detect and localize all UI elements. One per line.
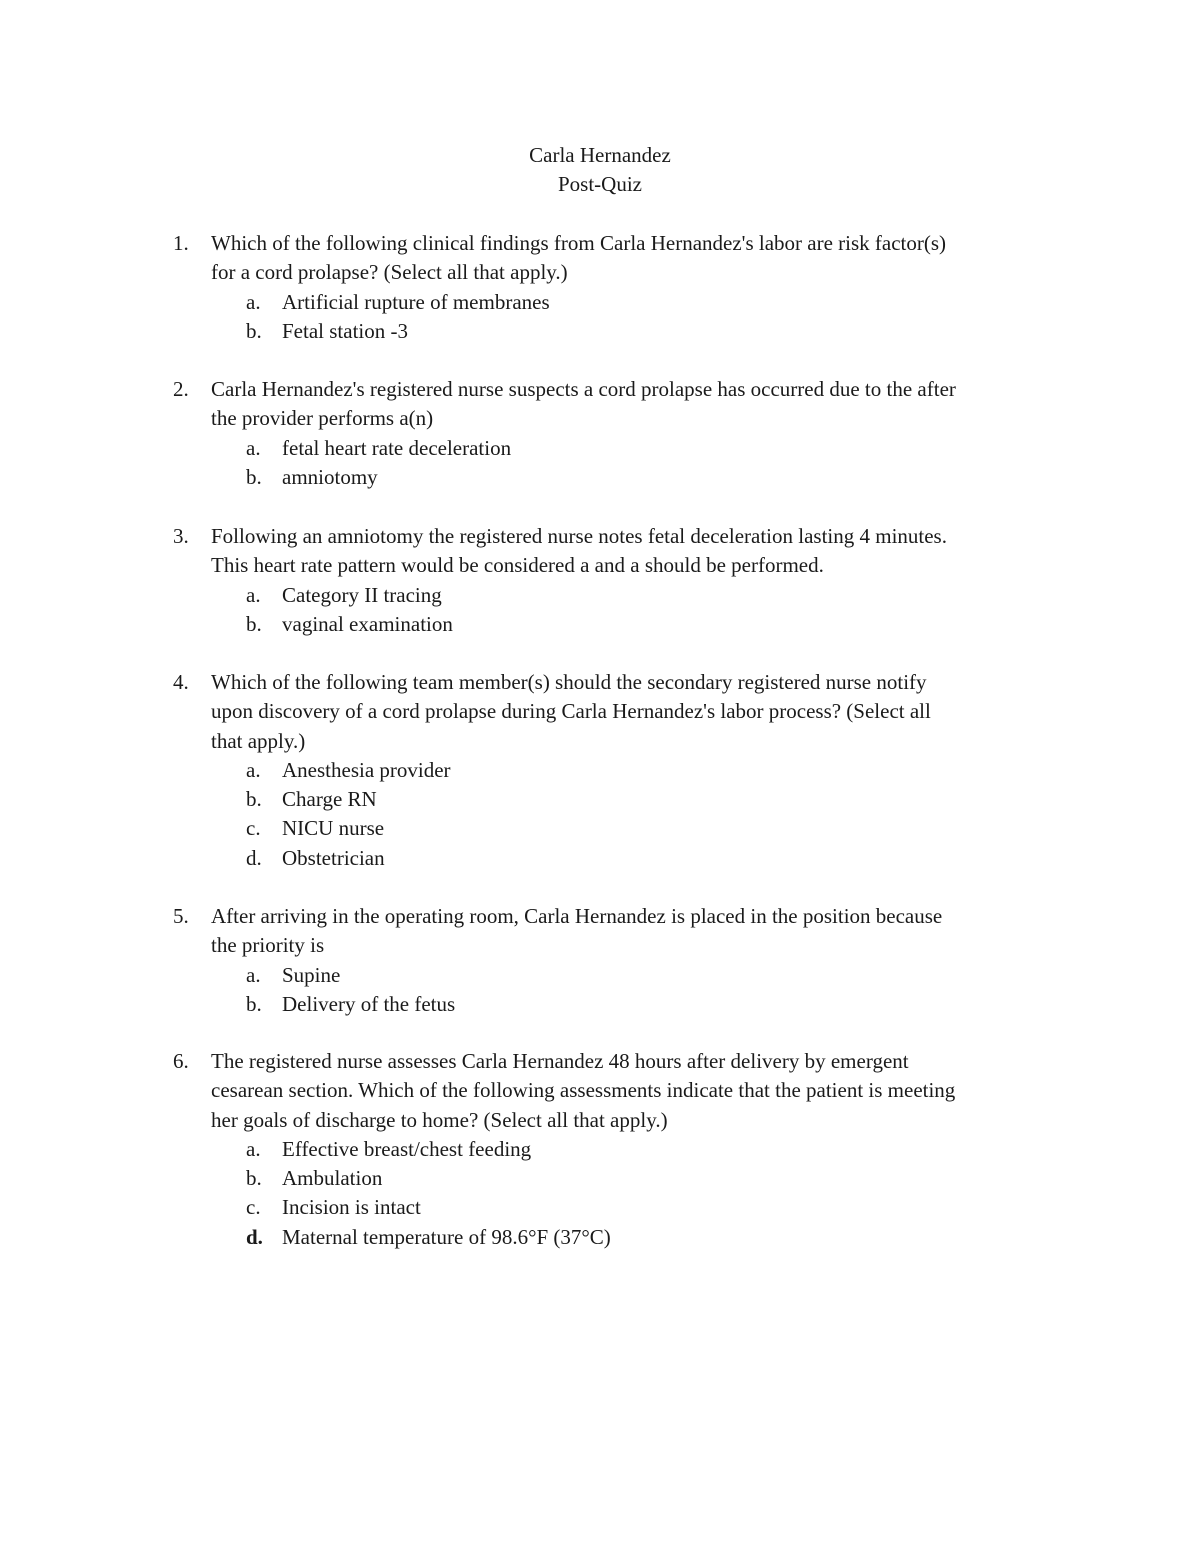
- answer-option: [0, 1135, 1200, 1164]
- document-subtitle: Post-Quiz: [558, 172, 642, 196]
- option-text: Delivery of the fetus: [282, 991, 456, 1016]
- option-text: Effective breast/chest feeding: [282, 1136, 532, 1161]
- answer-option: [0, 1164, 1200, 1193]
- document-title: Carla Hernandez: [529, 143, 671, 167]
- question-text-line: for a cord prolapse? (Select all that apply.): [211, 260, 568, 285]
- answer-option: [0, 434, 1200, 463]
- option-text: Fetal station -3: [282, 318, 408, 343]
- answer-option: [0, 317, 1200, 346]
- answer-options: [0, 288, 1200, 347]
- option-text: Obstetrician: [282, 845, 385, 870]
- question-text: [211, 522, 1061, 581]
- answer-option: [0, 961, 1200, 990]
- option-letter: d.: [246, 845, 262, 870]
- option-letter: a.: [246, 435, 261, 460]
- option-text: Incision is intact: [282, 1195, 421, 1220]
- answer-option: [0, 1193, 1200, 1222]
- option-text: Maternal temperature of 98.6°F (37°C): [282, 1224, 611, 1249]
- document-header: [0, 141, 1200, 199]
- option-text: Artificial rupture of membranes: [282, 289, 550, 314]
- question-text-line: The registered nurse assesses Carla Hernandez 48 hours after delivery by emergent: [211, 1049, 909, 1073]
- question-text: [211, 375, 1061, 434]
- answer-option: [0, 814, 1200, 843]
- option-letter: b.: [246, 787, 262, 812]
- answer-options: [0, 581, 1200, 640]
- question-text: [211, 1047, 1061, 1135]
- option-text: amniotomy: [282, 464, 378, 489]
- question-text: [211, 902, 1061, 961]
- option-text: NICU nurse: [282, 816, 385, 841]
- option-letter: c.: [246, 816, 261, 841]
- option-letter: a.: [246, 582, 261, 607]
- answer-option: [0, 288, 1200, 317]
- question-text-line: cesarean section. Which of the following assessments indicate that the patient is meeting: [211, 1078, 956, 1103]
- option-text: Anesthesia provider: [282, 757, 451, 782]
- question-text-line: the provider performs a(n): [211, 406, 434, 431]
- option-text: Charge RN: [282, 787, 377, 812]
- option-letter: a.: [246, 1136, 261, 1161]
- option-letter: a.: [246, 757, 261, 782]
- question-text-line: Which of the following team member(s) should the secondary registered nurse notify: [211, 670, 927, 694]
- option-letter: c.: [246, 1195, 261, 1220]
- option-letter: d.: [246, 1224, 263, 1249]
- answer-option: [0, 581, 1200, 610]
- option-letter: b.: [246, 991, 262, 1016]
- question-number: 5.: [173, 904, 189, 928]
- question-text-line: Carla Hernandez's registered nurse suspects a cord prolapse has occurred due to the after: [211, 377, 956, 401]
- question-text-line: upon discovery of a cord prolapse during Carla Hernandez's labor process? (Select all: [211, 699, 931, 724]
- answer-option: [0, 785, 1200, 814]
- question-text-line: Which of the following clinical findings from Carla Hernandez's labor are risk factor(s): [211, 231, 947, 255]
- question-text-line: After arriving in the operating room, Carla Hernandez is placed in the position because: [211, 904, 943, 928]
- option-letter: b.: [246, 464, 262, 489]
- option-text: Supine: [282, 962, 341, 987]
- question-number: 4.: [173, 670, 189, 694]
- question-number: 2.: [173, 377, 189, 401]
- option-letter: b.: [246, 318, 262, 343]
- option-text: Category II tracing: [282, 582, 442, 607]
- question-number: 6.: [173, 1049, 189, 1073]
- option-text: Ambulation: [282, 1166, 383, 1191]
- option-text: fetal heart rate deceleration: [282, 435, 512, 460]
- question-text-line: the priority is: [211, 933, 325, 958]
- answer-option: [0, 463, 1200, 492]
- option-letter: a.: [246, 289, 261, 314]
- answer-options: [0, 1135, 1200, 1252]
- answer-options: [0, 434, 1200, 493]
- option-letter: b.: [246, 1166, 262, 1191]
- option-text: vaginal examination: [282, 611, 453, 636]
- question-text-line: This heart rate pattern would be considered a and a should be performed.: [211, 553, 824, 578]
- answer-option: [0, 1223, 1200, 1252]
- question-text-line: Following an amniotomy the registered nurse notes fetal deceleration lasting 4 minutes.: [211, 524, 947, 548]
- answer-options: [0, 961, 1200, 1020]
- question-number: 3.: [173, 524, 189, 548]
- answer-option: [0, 756, 1200, 785]
- answer-options: [0, 756, 1200, 873]
- option-letter: a.: [246, 962, 261, 987]
- answer-option: [0, 610, 1200, 639]
- question-text: [211, 229, 1061, 288]
- question-number: 1.: [173, 231, 189, 255]
- question-text-line: that apply.): [211, 728, 306, 753]
- answer-option: [0, 990, 1200, 1019]
- option-letter: b.: [246, 611, 262, 636]
- question-text-line: her goals of discharge to home? (Select all that apply.): [211, 1107, 668, 1132]
- question-text: [211, 668, 1061, 756]
- answer-option: [0, 844, 1200, 873]
